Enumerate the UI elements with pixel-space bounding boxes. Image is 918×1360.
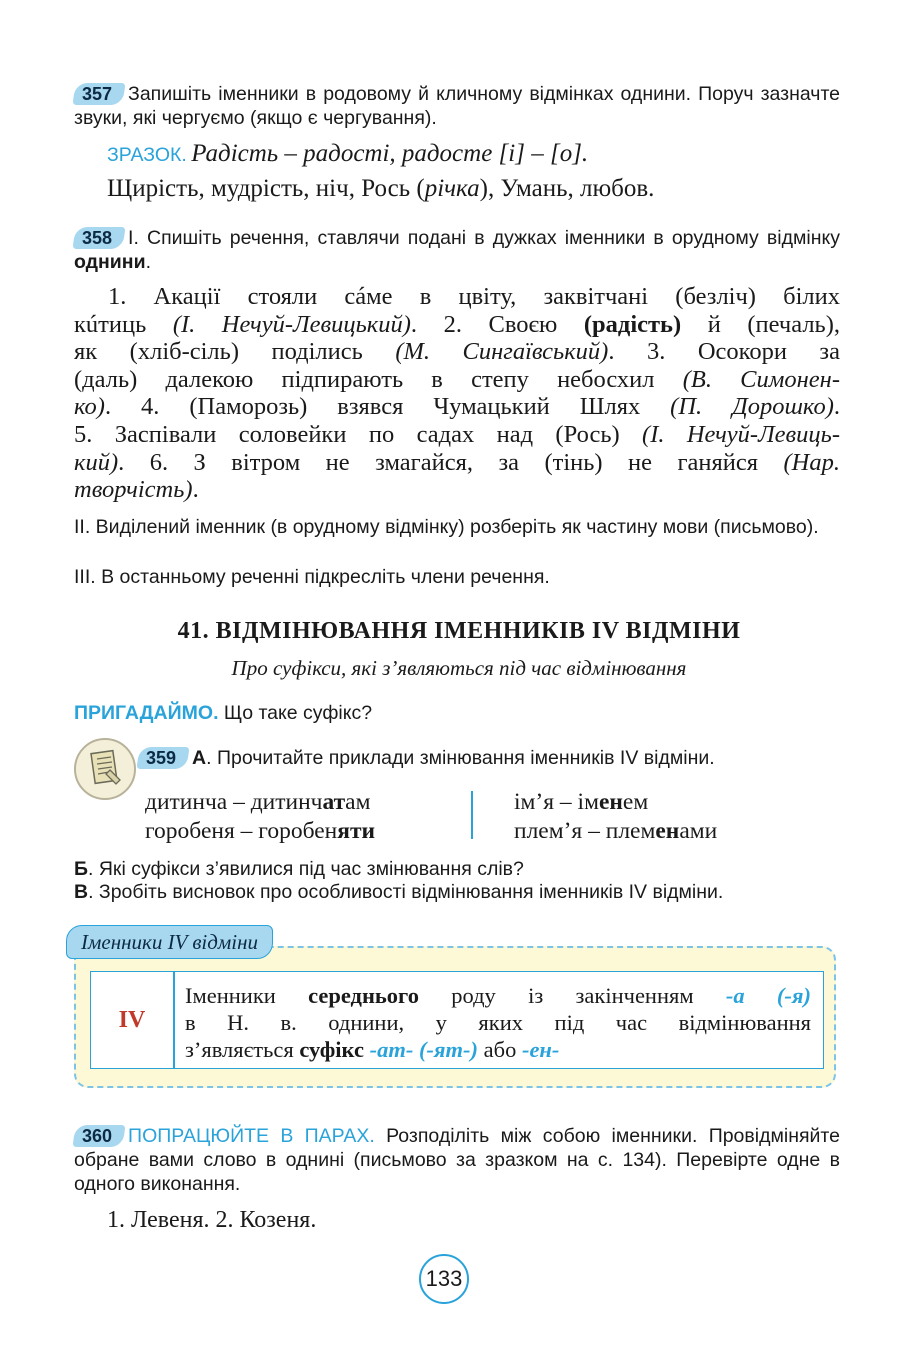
exercise-number-badge: 359 bbox=[136, 747, 189, 769]
column-divider bbox=[471, 791, 473, 839]
exercise-358-part3: ІІІ. В останньому реченні підкресліть члени речення. bbox=[74, 566, 550, 588]
section-subtitle: Про суфікси, які з’являються під час відмінювання bbox=[231, 656, 687, 680]
recall-line: ПРИГАДАЙМО. Що таке суфікс? bbox=[74, 702, 373, 724]
rule-table bbox=[90, 971, 824, 1069]
exercise-number-badge: 358 bbox=[72, 227, 125, 249]
page-number: 133 bbox=[419, 1254, 469, 1304]
exercise-360-words: 1. Левеня. 2. Козеня. bbox=[107, 1207, 317, 1233]
exercise-number-badge: 360 bbox=[72, 1125, 125, 1147]
exercise-357-words: Щирість, мудрість, ніч, Рось (річка), Умань, любов. bbox=[107, 175, 655, 202]
examples-right: ім’я – іменем плем’я – племенами bbox=[514, 789, 718, 844]
exercise-359-task: 359 А. Прочитайте приклади змінювання іменників IV відміни. bbox=[138, 746, 715, 770]
declension-numeral: IV bbox=[118, 1007, 146, 1033]
exercise-357-sample: ЗРАЗОК. Радість – радості, радосте [і] – [о]. bbox=[107, 140, 589, 167]
exercise-358-sentences: 1. Акації стояли cáме в цвіту, заквітчані (безліч) білих кúтиць (І. Нечуй-Левицький). 2. Своєю (радість) й (печаль), як (хліб-сіль) поділись (М. Сингаївський). 3. Осокори за (даль) далекою підпирають в степу небосхил (В. Симонен- ко). 4. (Паморозь) взявся Чумацький Шлях (П. Дорошко). 5. Заспівали соловейки по садах над (Рось) (І. Нечуй-Левиць- кий). 6. З вітром не змагайся, за (тінь) не ганяйся (Нар. творчість). bbox=[74, 283, 841, 504]
exercise-359-questions: Б. Які суфікси з’явилися під час змінювання слів? В. Зробіть висновок про особливості відмінювання іменників IV відміни. bbox=[74, 858, 724, 903]
rule-text: Іменники середнього роду із закінченням -а (-я) в Н. в. однини, у яких під час відмінювання з’являється суфікс -ат- (-ят-) або -ен- bbox=[185, 983, 811, 1062]
notebook-icon bbox=[74, 738, 136, 800]
section-title: 41. ВІДМІНЮВАННЯ ІМЕННИКІВ IV ВІДМІНИ bbox=[177, 618, 741, 644]
exercise-358-part2: ІІ. Виділений іменник (в орудному відмінку) розберіть як частину мови (письмово). bbox=[74, 516, 819, 538]
exercise-357-task: 357 Запишіть іменники в родовому й кличному відмінках однини. Поруч зазначте звуки, які чергуємо (якщо є чергування). bbox=[74, 83, 840, 129]
exercise-number-badge: 357 bbox=[72, 83, 125, 105]
examples-left: дитинча – дитинчатам горобеня – горобеняти bbox=[145, 789, 376, 844]
exercise-358-task: 358 І. Спишіть речення, ставлячи подані в дужках іменники в орудному відмінку однини. bbox=[74, 227, 840, 273]
rule-box-tab: Іменники IV відміни bbox=[66, 925, 273, 959]
exercise-360-task: 360 ПОПРАЦЮЙТЕ В ПАРАХ. Розподіліть між собою іменники. Провідміняйте обране вами слово в однині (письмово за зразком на с. 134). Перевірте одне в одного виконання. bbox=[74, 1125, 840, 1195]
